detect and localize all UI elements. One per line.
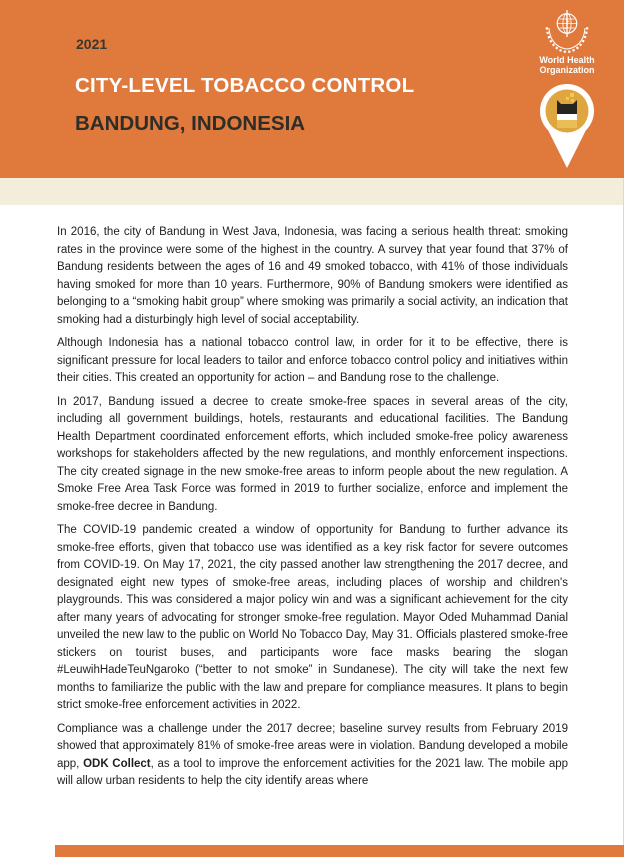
- location-pin-icon: [540, 84, 594, 170]
- app-name-emphasis: ODK Collect: [83, 757, 151, 770]
- paragraph: Although Indonesia has a national tobacco control law, in order for it to be effective, there is significant pressure for local leaders to tailor and enforce tobacco control policy and initiatives within their cities. This created an opportunity for action – and Bandung rose to the challenge.: [57, 337, 568, 384]
- paragraph: In 2017, Bandung issued a decree to create smoke-free spaces in several areas of the city, including all government buildings, hotels, restaurants and educational facilities. The Bandung Health Department coordinated enforcement efforts, which included smoke-free policy awareness workshops for stakeholders affected by the new regulations, and monthly enforcement inspections. The city created signage in the new smoke-free areas to inform people about the new regulation. A Smoke Free Area Task Force was formed in 2019 to further socialize, enforce and implement the smoke-free decree in Bandung.: [57, 395, 568, 513]
- who-wordmark: [525, 55, 609, 75]
- who-logo: [525, 8, 609, 75]
- paragraph-text: , as a tool to improve the enforcement activities for the 2021 law. The mobile app will allow urban residents to help the city identify areas where: [57, 757, 569, 787]
- paragraph: [57, 721, 568, 791]
- report-header: [0, 0, 624, 178]
- paragraph-text: Compliance was a challenge under the 2017 decree; baseline survey results from February 2019 showed that approximately 81% of smoke-free areas were in violation. Bandung developed a mobile app,: [57, 722, 568, 770]
- paragraph: The COVID-19 pandemic created a window of opportunity for Bandung to further advance its smoke-free efforts, given that tobacco use was identified as a key risk factor for severe outcomes from COVID-19. On May 17, 2021, the city passed another law strengthening the 2017 decree, and designated eight new types of smoke-free areas, including places of worship and children's playgrounds. This was considered a major policy win and was a significant achievement for the city after many years of advocating for stronger smoke-free regulation. Mayor Oded Muhammad Danial unveiled the new law to the public on World No Tobacco Day, May 31. Officials plastered smoke-free stickers on tourist buses, and participants wore face masks bearing the slogan #LeuwihHadeTeuNgaroko (“better to not smoke” in Sundanese). The city will take the next few months to familiarize the public with the law and prepare for compliance measures. It plans to begin strict smoke-free enforcement activities in 2022.: [57, 524, 568, 711]
- report-subtitle: BANDUNG, INDONESIA: [75, 112, 306, 135]
- who-wordmark-line1: World Health: [539, 55, 595, 65]
- who-emblem-icon: [525, 8, 609, 54]
- report-title: CITY-LEVEL TOBACCO CONTROL: [75, 74, 415, 97]
- paragraph: In 2016, the city of Bandung in West Java, Indonesia, was facing a serious health threat: smoking rates in the province were some of the highest in the country. A survey that year found that 37% of Bandung residents between the ages of 16 and 49 smoked tobacco, with 41% of those individuals having smoked for more than 10 years. Furthermore, 90% of Bandung smokers were identified as belonging to a “smoking habit group” where smoking was primarily a social activity, an indication that smoking had a disturbingly high level of social acceptability.: [57, 226, 568, 326]
- article: [57, 224, 568, 797]
- header-divider-band: [0, 178, 624, 205]
- footer-accent-bar: [55, 845, 624, 857]
- who-wordmark-line2: Organization: [539, 65, 595, 75]
- report-year: 2021: [76, 36, 108, 52]
